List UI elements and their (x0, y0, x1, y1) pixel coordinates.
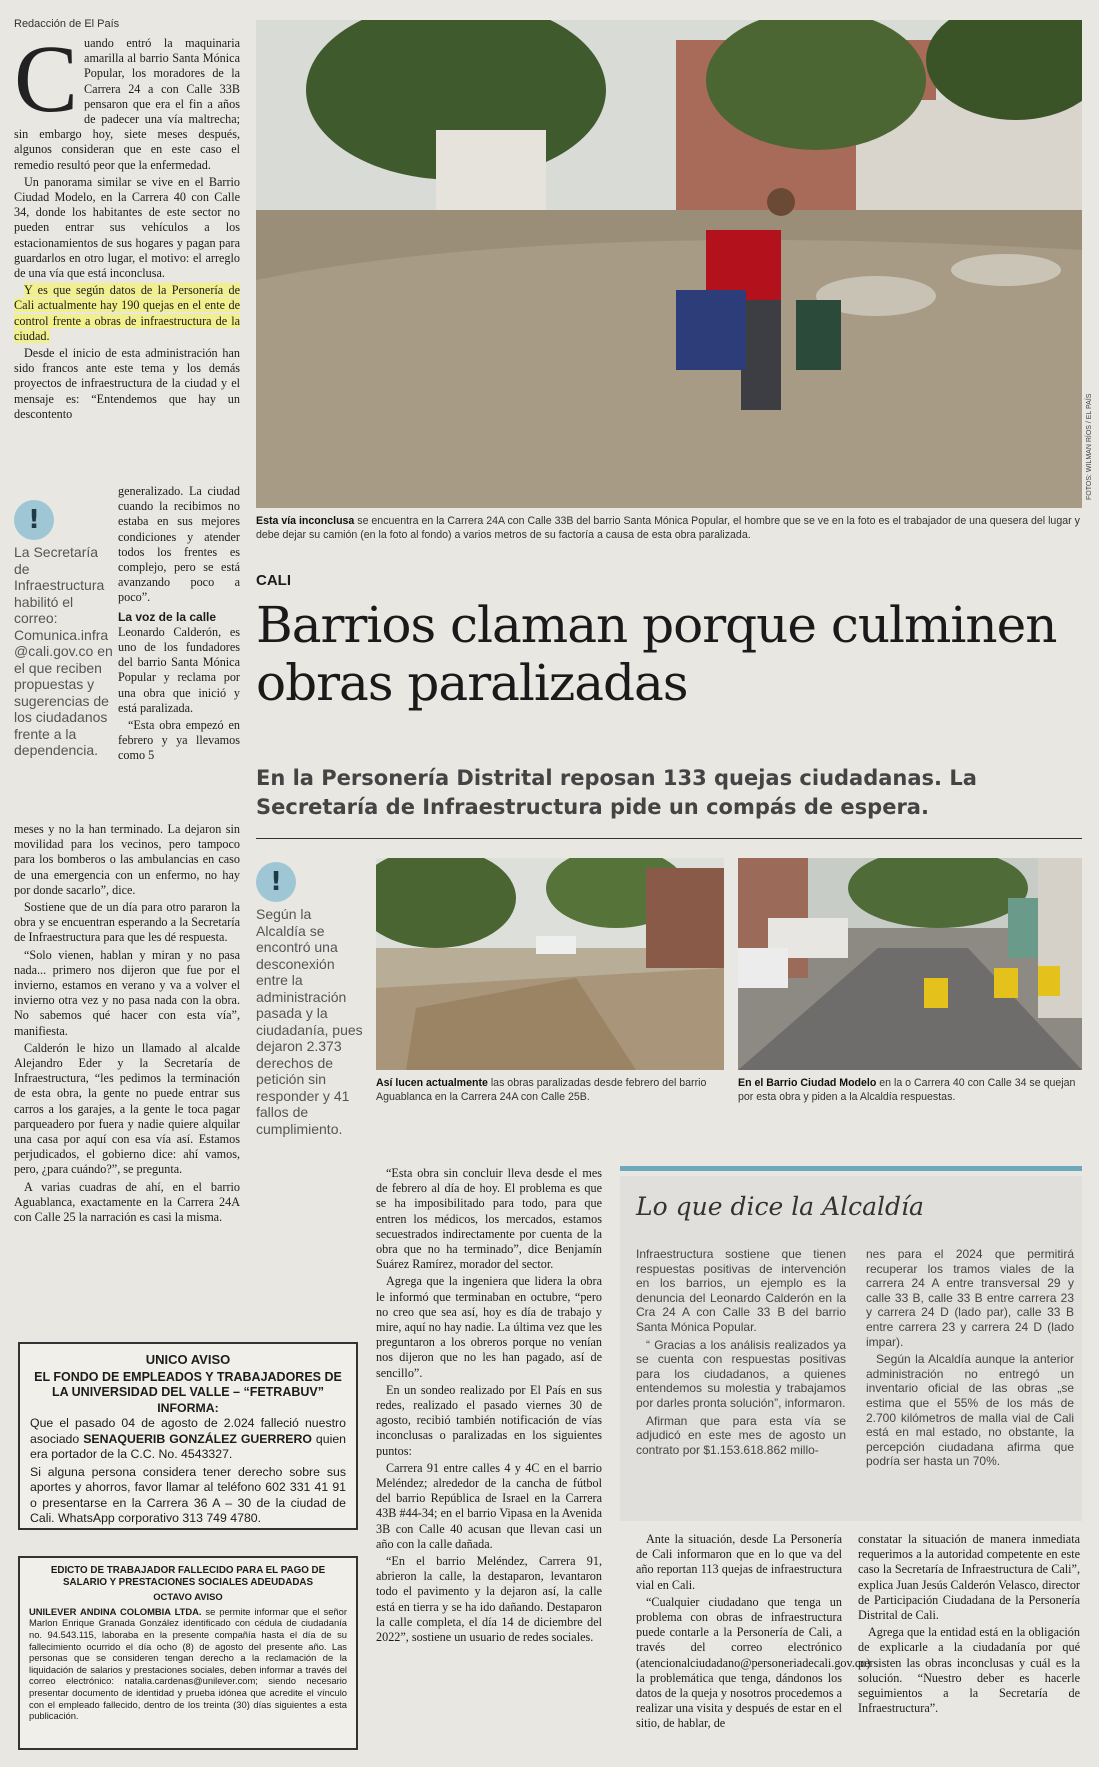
notice1-informa: INFORMA: (157, 1400, 219, 1415)
alcaldia-col1-p1: Infraestructura sostiene que tienen respuestas positivas de intervención en los barrios, un ejemplo es la denuncia del Leonardo Calderón en la Cra 24 A con Calle 33 B del barrio Santa Mónica Popular. (636, 1247, 846, 1334)
deck-rule (256, 838, 1082, 839)
notice-edicto (18, 1556, 358, 1750)
bottom-column-1 (636, 1532, 871, 1734)
highlighted-paragraph: Y es que según datos de la Personería de Cali actualmente hay 190 quejas en el ente de control frente a obras de infraestructura de la ciudad. (14, 283, 240, 343)
alcaldia-col1-p2: “ Gracias a los análisis realizados ya se cuenta con respuestas positivas para los ciudadanos, a quienes entendemos su molestia y trabajamos por darles pronta solución”, informaron. (636, 1337, 846, 1410)
lead-column (14, 25, 240, 424)
notice-unico-aviso (18, 1342, 358, 1530)
notice2-title: EDICTO DE TRABAJADOR FALLECIDO PARA EL PAGO DE SALARIO Y PRESTACIONES SOCIALES ADEUDADAS (50, 1565, 326, 1588)
caption-aguablanca-bold: Así lucen actualmente (376, 1077, 488, 1089)
headline: Barrios claman porque culminen obras paralizadas (256, 596, 1057, 712)
byline: Redacción de El País (14, 18, 120, 30)
lead-paragraph-2: Un panorama similar se vive en el Barrio Ciudad Modelo, en la Carrera 40 con Calle 34, donde los habitantes de este sector no pueden entrar sus vehículos a los estacionamientos de sus hogares y pagan para guardarlos en otro lugar, el motivo: el arreglo de una vía que está inconclusa. (14, 174, 240, 281)
sidebar-note-2-text: Según la Alcaldía se encontró una desconexión entre la administración pasada y la ciudadanía, pues dejaron 2.373 derechos de petición sin responder y 41 fallos de cumplimiento. (256, 906, 363, 1137)
alcaldia-title-overlay (636, 1192, 924, 1221)
middle-paragraph-2: Agrega que la ingeniera que lidera la obra le informó que terminaban en octubre, “pero no creo que sea así, hoy es día de trabajo y mire, aquí no hay nadie. La última vez que les preguntaron a los obreros porque no venían nos dijeron que no les han pagado, así de sencillo”. (376, 1274, 602, 1380)
main-photo-caption (256, 514, 1082, 542)
lead-column-continued (14, 822, 240, 1227)
lead-paragraph-7: Sostiene que de un día para otro pararon la obra y se encuentran esperando a la Secretaría de Infraestructura para que les dé respuesta. (14, 900, 240, 945)
photo-aguablanca (376, 858, 724, 1070)
bottom-column-2 (858, 1532, 1080, 1718)
exclamation-icon: ! (14, 500, 54, 540)
notice1-body-1b: quien era portador de la C.C. No. 4543327. (30, 1431, 346, 1461)
notice2-sub: OCTAVO AVISO (153, 1591, 223, 1603)
lead-paragraph-8: “Solo vienen, hablan y miran y no pasa nada... primero nos dijeron que fue por el invierno, estamos en verano y va a volver el invierno otra vez y no pasa nada con la obra. No sabemos qué hacer con esta vía”, manifiesta. (14, 947, 240, 1038)
notice1-deceased-name: SENAQUERIB GONZÁLEZ GUERRERO (83, 1431, 312, 1446)
lead-paragraph-4a: Desde el inicio de esta administración han sido francos ante este tema y los demás proyectos de infraestructura de la ciudad y el mensaje es: “Entendemos que hay un descontento (14, 346, 240, 421)
sidebar-note-2 (256, 862, 364, 1137)
subhead-voz-de-la-calle: La voz de la calle (118, 609, 217, 624)
sidebar-note-1-text: La Secretaría de Infraestructura habilitó el correo: Comunica.infra @cali.gov.co en el que reciben propuestas y sugerencias de los ciudadanos frente a la dependencia. (14, 544, 113, 758)
lead-paragraph-6b: meses y no la han terminado. La dejaron sin movilidad para los vecinos, pero tampoco para los bomberos o las ambulancias en caso de una emergencia con un enfermo, no hay por donde sacarlo”, dice. (14, 822, 240, 897)
bottom-col2-p2: Agrega que la entidad está en la obligación de explicarle a la ciudadanía por qué persisten las obras inconclusas y cuál es la solución. “Nuestro deber es hacerle seguimientos a la Secretaría de Infraestructura”. (858, 1625, 1080, 1716)
middle-paragraph-1: “Esta obra sin concluir lleva desde el mes de febrero al día de hoy. El problema es que se ha imposibilitado para todo, para que entren los médicos, los mercados, estamos secuestrados indirectamente por cuenta de la obra que no ha terminado”, dice Benjamín Suárez Ramírez, morador del sector. (376, 1166, 602, 1272)
deck: En la Personería Distrital reposan 133 quejas ciudadanas. La Secretaría de Infraestructura pide un compás de espera. (256, 766, 977, 819)
bottom-col2-p1: constatar la situación de manera inmediata requerimos a la autoridad competente en este caso la Secretaría de Infraestructura de Cali”, explica Juan Jesús Calderón Velasco, director de Participación Ciudadana de la Personería Distrital de Cali. (858, 1532, 1080, 1623)
alcaldia-col2-p1: nes para el 2024 que permitirá recuperar los tramos viales de la carrera 24 A entre transversal 29 y calle 33 B, calle 33 B entre carrera 23 y carrera 24 D (lado par), calle 33 B entre carrera 23 y carrera 24 D (lado impar). (866, 1247, 1074, 1349)
alcaldia-col-1 (636, 1247, 846, 1460)
drop-cap: C (14, 25, 79, 132)
caption-aguablanca-text: las obras paralizadas desde febrero del barrio Aguablanca en la Carrera 24A con Calle 25B. (376, 1077, 707, 1103)
caption-ciudad-modelo-text: en la o Carrera 40 con Calle 34 se quejan por esta obra y piden a la Alcaldía respuestas. (738, 1077, 1076, 1103)
alcaldia-col-2 (866, 1247, 1074, 1472)
alcaldia-col1-p3: Afirman que para esta vía se adjudicó en este mes de agosto un contrato por $1.153.618.862 millo- (636, 1413, 846, 1457)
notice2-company: UNILEVER ANDINA COLOMBIA LTDA. (29, 1605, 202, 1617)
middle-paragraph-5: “En el barrio Meléndez, Carrera 91, abrieron la calle, la destaparon, levantaron todo el pavimento y la dejaron así, la calle está en tierra y se ha ido dañando. Destaparon la calle completa, el día 14 de diciembre del 2022”, sostiene un usuario de redes sociales. (376, 1554, 602, 1645)
middle-paragraph-4: Carrera 91 entre calles 4 y 4C en el barrio Meléndez; alrededor de la cancha de fútbol del barrio República de Israel en la Carrera 43B #44-34; en el barrio Vipasa en la Avenida 3B con Calle 40 acusan que llevan casi un año con la calle dañada. (376, 1460, 602, 1551)
bottom-col1-p2: “Cualquier ciudadano que tenga un problema con obras de infraestructura puede contarle a la Personería de Cali, a través del correo electrónico (atencionalciudadano@personeriadecali.gov.co) la problemática que tenga, dándonos los datos de la queja y nosotros procedemos a realizar una visita y después de estar en el sitio, de hablar, de (636, 1594, 871, 1731)
middle-column (376, 1166, 602, 1647)
caption-aguablanca (376, 1076, 724, 1104)
main-caption-bold: Esta vía inconclusa (256, 515, 355, 527)
notice1-title: UNICO AVISO (145, 1352, 231, 1367)
middle-paragraph-3: En un sondeo realizado por El País en sus redes, realizado el pasado viernes 30 de agosto, recibió también notificación de vías inconclusas o paralizadas en los siguientes puntos: (376, 1382, 602, 1458)
notice1-body-1 (30, 1416, 346, 1463)
bottom-col1-p1: Ante la situación, desde La Personería de Cali informaron que en lo que va del año reportan 113 quejas de infraestructura vial en Cali. (636, 1532, 842, 1592)
notice2-body-text: se permite informar que el señor Marlon Enrique Granada González identificado con cédula de ciudadanía no. 94.543.115, laboraba en la presente compañía hasta el día de su fallecimiento ocurrido el día ocho (8) de agosto del presente año. Las personas que se consideren tengan derecho a la reclamación de la liquidación de salarios y prestaciones sociales, deben informar a través del correo electrónico: natalia.cardenas@unilever.com; siendo necesario presentar documento de identidad y prueba idónea que acredite el vínculo con el empleado fallecido, dentro de los treinta (30) días siguientes a esta publicación. (29, 1605, 347, 1722)
alcaldia-col2-p2: Según la Alcaldía aunque la anterior administración no entregó un inventario oficial de las obras „se estima que el 55% de los más de 2.700 kilómetros de malla vial de Cali está en mal estado, no obstante, la percepción ciudadana afirma que podría ser hasta un 70%. (866, 1352, 1074, 1469)
lead-paragraph-9: Calderón le hizo un llamado al alcalde Alejandro Eder y la Secretaría de Infraestructura, “les pedimos la terminación de esta obra, la gente no puede entrar sus carros a los garajes, a la gente le toca pagar parqueadero por fuera y nadie quiere alquilar una casa por aquí con esa vía así. Estamos perjudicados, el gobierno dice: ahí vamos, pero, ¿para cuándo?”, se pregunta. (14, 1040, 240, 1177)
caption-ciudad-modelo-bold: En el Barrio Ciudad Modelo (738, 1077, 877, 1089)
lead-paragraph-6a: “Esta obra empezó en febrero y ya llevamos como 5 (118, 718, 240, 763)
alcaldia-title-text: Lo que dice la Alcaldía (636, 1192, 924, 1221)
caption-ciudad-modelo (738, 1076, 1082, 1104)
photo-credit: FOTOS: WILMAN RÍOS / EL PAÍS (1086, 393, 1093, 500)
lead-paragraph-1: uando entró la maquinaria amarilla al barrio Santa Mónica Popular, los moradores de la Carrera 24 a con Calle 33B pensaron que era el fin a años de padecer una vía maltrecha; sin embargo hoy, siete meses después, algunos consideran que en este caso el remedio resultó peor que la enfermedad. (14, 36, 240, 172)
notice1-body-1a: Que el pasado 04 de agosto de 2.024 falleció nuestro asociado (30, 1416, 346, 1446)
lead-column-narrow-1 (118, 484, 240, 766)
sidebar-note-1 (14, 500, 114, 759)
notice2-body (29, 1606, 347, 1722)
exclamation-icon: ! (256, 862, 296, 902)
main-photo (256, 20, 1082, 508)
notice1-body-2: Si alguna persona considera tener derecho sobre sus aportes y ahorros, favor llamar al teléfono 602 331 41 91 o presentarse en la Carrera 36 A – 30 de la ciudad de Cali. WhatsApp corporativo 313 749 4780. (30, 1464, 346, 1525)
lead-paragraph-4b: generalizado. La ciudad cuando la recibimos no estaba en sus mejores condiciones y atender todos los frentes es complejo, pero se está avanzando poco a poco”. (118, 484, 240, 605)
lead-paragraph-5: Leonardo Calderón, es uno de los fundadores del barrio Santa Mónica Popular y reclama por una obra que inició y está paralizada. (118, 624, 240, 715)
alcaldia-top-rule (620, 1166, 1082, 1171)
photo-ciudad-modelo (738, 858, 1082, 1070)
lead-paragraph-10: A varias cuadras de ahí, en el barrio Aguablanca, exactamente en la Carrera 24A con Calle 25 la narración es casi la misma. (14, 1179, 240, 1225)
section-label: CALI (256, 572, 291, 589)
notice1-org: EL FONDO DE EMPLEADOS Y TRABAJADORES DE LA UNIVERSIDAD DEL VALLE – “FETRABUV” (34, 1369, 342, 1399)
main-caption-text: se encuentra en la Carrera 24A con Calle 33B del barrio Santa Mónica Popular, el hombre que se ve en la foto es el trabajador de una quesera del lugar y debe dejar su camión (en la foto al fondo) a varios metros de su factoría a causa de esta obra paralizada. (256, 515, 1080, 541)
